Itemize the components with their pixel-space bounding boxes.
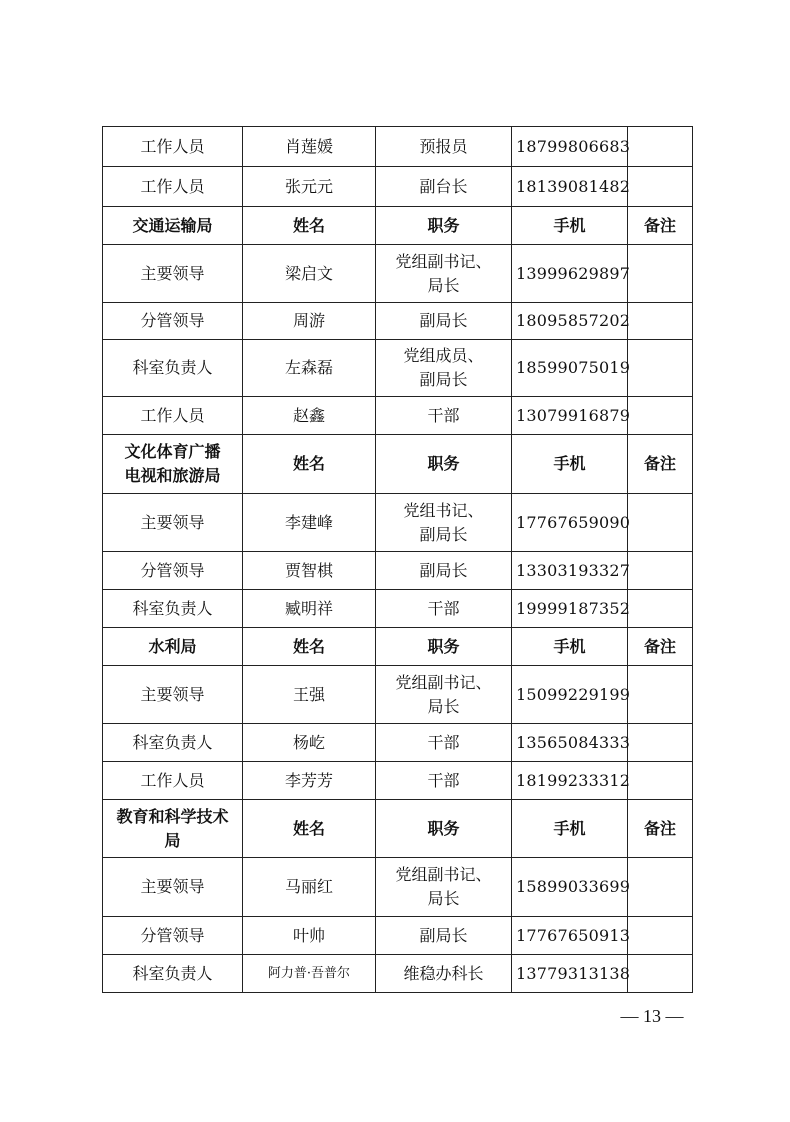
role-cell: 工作人员 — [103, 127, 243, 167]
phone-cell: 18139081482 — [512, 167, 628, 207]
role-cell: 主要领导 — [103, 245, 243, 303]
role-cell: 主要领导 — [103, 666, 243, 724]
name-cell: 赵鑫 — [243, 397, 376, 435]
table-row — [103, 762, 693, 800]
column-header-cell: 手机 — [512, 207, 628, 245]
role-cell: 科室负责人 — [103, 340, 243, 397]
column-header-cell: 职务 — [376, 207, 512, 245]
position-cell: 预报员 — [376, 127, 512, 167]
remark-cell — [628, 590, 693, 628]
name-cell: 肖莲媛 — [243, 127, 376, 167]
column-header-cell: 职务 — [376, 435, 512, 494]
position-cell: 党组副书记、 局长 — [376, 858, 512, 917]
column-header-cell: 手机 — [512, 800, 628, 858]
role-cell: 工作人员 — [103, 397, 243, 435]
name-cell: 左森磊 — [243, 340, 376, 397]
name-cell: 杨屹 — [243, 724, 376, 762]
phone-cell: 13999629897 — [512, 245, 628, 303]
column-header-cell: 备注 — [628, 628, 693, 666]
table-row — [103, 397, 693, 435]
remark-cell — [628, 762, 693, 800]
table-row — [103, 858, 693, 917]
table-row — [103, 724, 693, 762]
role-cell: 科室负责人 — [103, 955, 243, 993]
phone-cell: 13779313138 — [512, 955, 628, 993]
department-name-cell: 交通运输局 — [103, 207, 243, 245]
table-row — [103, 552, 693, 590]
position-cell: 副台长 — [376, 167, 512, 207]
position-cell: 党组成员、 副局长 — [376, 340, 512, 397]
name-cell: 梁启文 — [243, 245, 376, 303]
phone-cell: 18799806683 — [512, 127, 628, 167]
position-cell: 干部 — [376, 762, 512, 800]
position-cell: 干部 — [376, 724, 512, 762]
name-cell: 李建峰 — [243, 494, 376, 552]
name-cell: 叶帅 — [243, 917, 376, 955]
phone-cell: 13079916879 — [512, 397, 628, 435]
position-cell: 副局长 — [376, 303, 512, 340]
table-row — [103, 340, 693, 397]
table-row — [103, 494, 693, 552]
role-cell: 分管领导 — [103, 552, 243, 590]
table-row — [103, 917, 693, 955]
column-header-cell: 手机 — [512, 628, 628, 666]
position-cell: 副局长 — [376, 917, 512, 955]
remark-cell — [628, 127, 693, 167]
role-cell: 分管领导 — [103, 917, 243, 955]
name-cell: 李芳芳 — [243, 762, 376, 800]
role-cell: 主要领导 — [103, 858, 243, 917]
role-cell: 工作人员 — [103, 167, 243, 207]
column-header-cell: 姓名 — [243, 435, 376, 494]
table-header-row — [103, 435, 693, 494]
table-row — [103, 127, 693, 167]
table-header-row — [103, 628, 693, 666]
name-cell: 臧明祥 — [243, 590, 376, 628]
position-cell: 维稳办科长 — [376, 955, 512, 993]
name-cell: 王强 — [243, 666, 376, 724]
name-cell: 马丽红 — [243, 858, 376, 917]
department-name-cell: 教育和科学技术 局 — [103, 800, 243, 858]
column-header-cell: 姓名 — [243, 800, 376, 858]
position-cell: 党组书记、 副局长 — [376, 494, 512, 552]
column-header-cell: 职务 — [376, 628, 512, 666]
table-row — [103, 666, 693, 724]
contact-table-body — [103, 127, 693, 993]
name-cell: 贾智棋 — [243, 552, 376, 590]
page-number: — 13 — — [620, 1006, 684, 1026]
remark-cell — [628, 858, 693, 917]
phone-cell: 19999187352 — [512, 590, 628, 628]
remark-cell — [628, 955, 693, 993]
remark-cell — [628, 245, 693, 303]
department-name-cell: 文化体育广播 电视和旅游局 — [103, 435, 243, 494]
contact-table — [102, 126, 693, 993]
remark-cell — [628, 494, 693, 552]
remark-cell — [628, 724, 693, 762]
phone-cell: 15899033699 — [512, 858, 628, 917]
role-cell: 主要领导 — [103, 494, 243, 552]
column-header-cell: 备注 — [628, 435, 693, 494]
position-cell: 干部 — [376, 590, 512, 628]
remark-cell — [628, 340, 693, 397]
position-cell: 党组副书记、 局长 — [376, 245, 512, 303]
remark-cell — [628, 552, 693, 590]
column-header-cell: 手机 — [512, 435, 628, 494]
table-row — [103, 955, 693, 993]
role-cell: 工作人员 — [103, 762, 243, 800]
table-row — [103, 590, 693, 628]
position-cell: 副局长 — [376, 552, 512, 590]
table-row — [103, 303, 693, 340]
remark-cell — [628, 167, 693, 207]
role-cell: 分管领导 — [103, 303, 243, 340]
table-header-row — [103, 800, 693, 858]
remark-cell — [628, 917, 693, 955]
position-cell: 党组副书记、 局长 — [376, 666, 512, 724]
name-cell: 阿力普·吾普尔 — [243, 955, 376, 993]
name-cell: 周游 — [243, 303, 376, 340]
remark-cell — [628, 397, 693, 435]
table-row — [103, 245, 693, 303]
column-header-cell: 姓名 — [243, 207, 376, 245]
column-header-cell: 姓名 — [243, 628, 376, 666]
phone-cell: 18095857202 — [512, 303, 628, 340]
role-cell: 科室负责人 — [103, 590, 243, 628]
position-cell: 干部 — [376, 397, 512, 435]
column-header-cell: 备注 — [628, 207, 693, 245]
phone-cell: 13565084333 — [512, 724, 628, 762]
phone-cell: 18599075019 — [512, 340, 628, 397]
column-header-cell: 职务 — [376, 800, 512, 858]
table-header-row — [103, 207, 693, 245]
remark-cell — [628, 303, 693, 340]
column-header-cell: 备注 — [628, 800, 693, 858]
phone-cell: 17767650913 — [512, 917, 628, 955]
phone-cell: 18199233312 — [512, 762, 628, 800]
phone-cell: 15099229199 — [512, 666, 628, 724]
role-cell: 科室负责人 — [103, 724, 243, 762]
department-name-cell: 水利局 — [103, 628, 243, 666]
name-cell: 张元元 — [243, 167, 376, 207]
phone-cell: 17767659090 — [512, 494, 628, 552]
phone-cell: 13303193327 — [512, 552, 628, 590]
table-row — [103, 167, 693, 207]
remark-cell — [628, 666, 693, 724]
